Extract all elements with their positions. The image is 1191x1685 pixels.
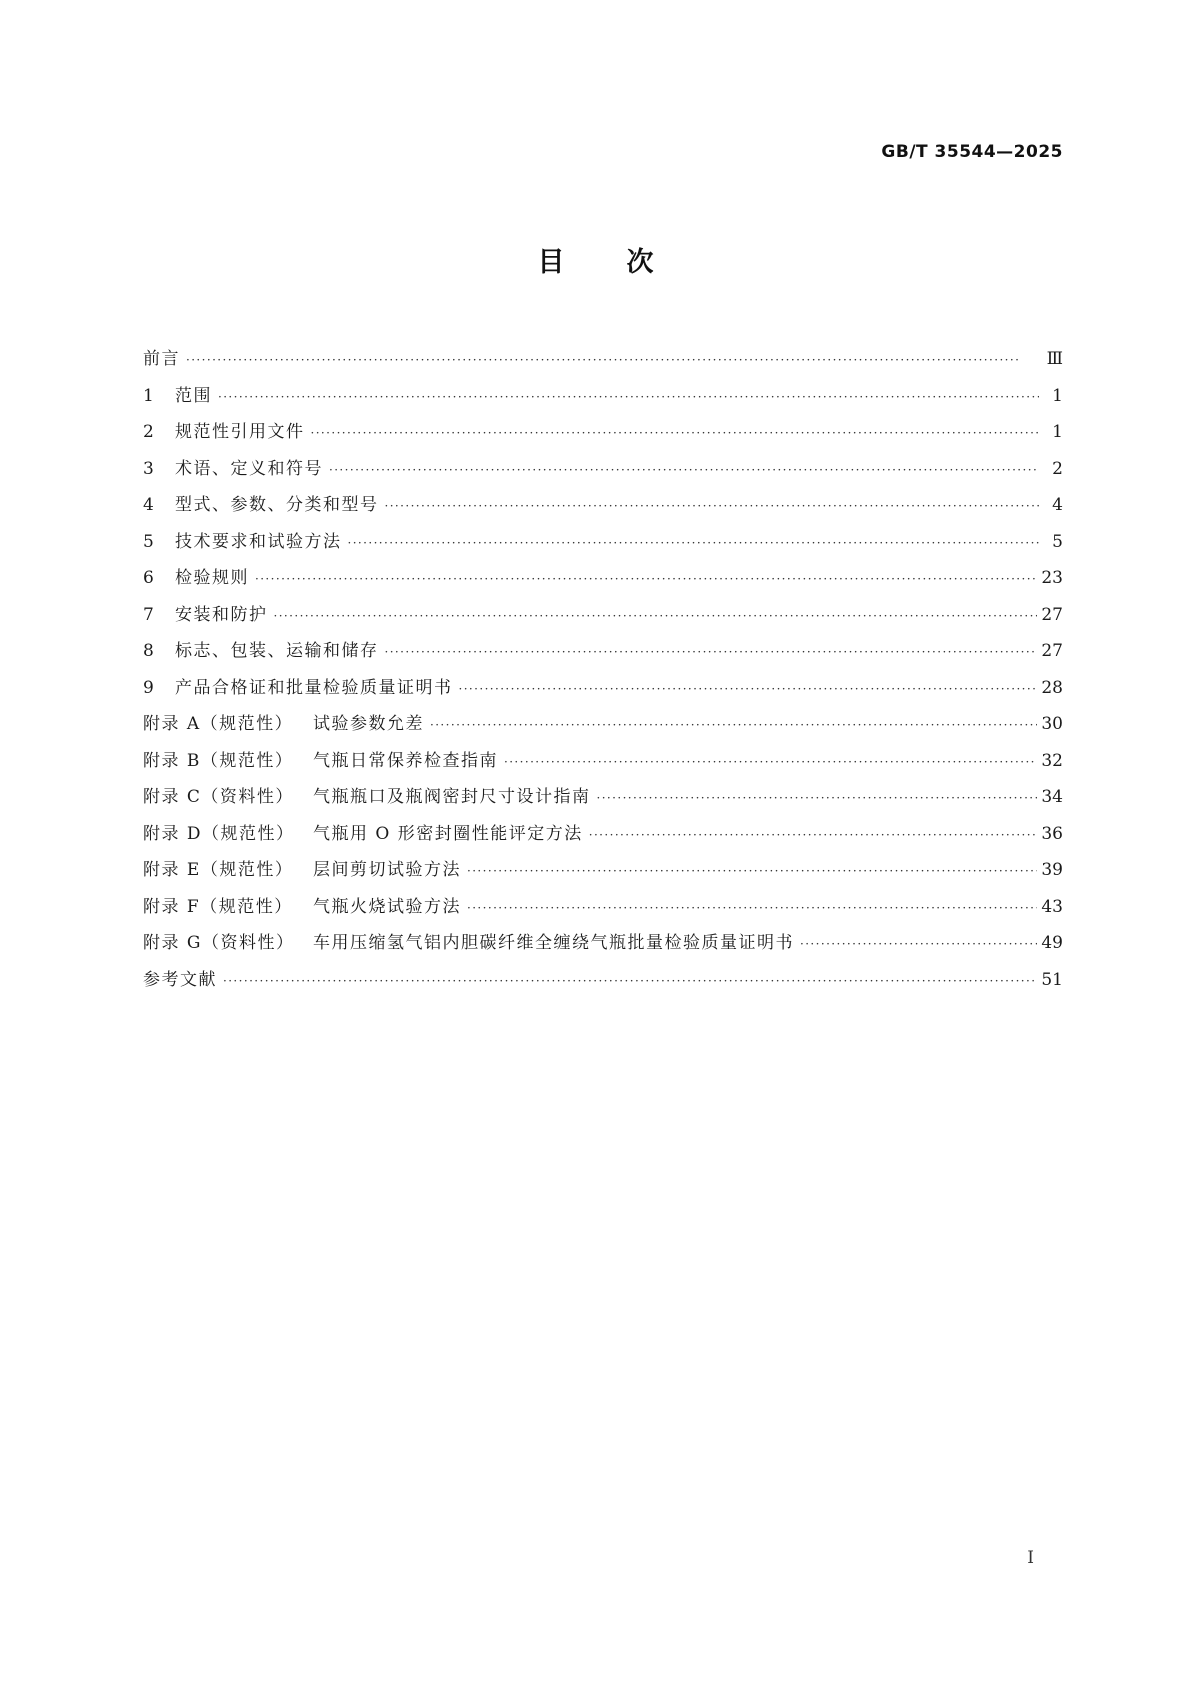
toc-entry-title: 气瓶日常保养检查指南 bbox=[313, 750, 498, 771]
toc-entry-appendix-a[interactable] bbox=[143, 706, 1063, 743]
toc-page-number: 39 bbox=[1041, 860, 1063, 880]
toc-page-number: 1 bbox=[1052, 385, 1063, 406]
toc-entry-appendix-f[interactable] bbox=[143, 889, 1063, 926]
toc-entry-appendix-d[interactable] bbox=[143, 816, 1063, 853]
toc-leader-dots bbox=[467, 890, 1037, 927]
toc-leader-dots bbox=[274, 598, 1038, 635]
toc-appendix-label: 附录 F（规范性） bbox=[143, 896, 293, 917]
toc-entry-title: 安装和防护 bbox=[175, 604, 268, 625]
toc-entry-appendix-g[interactable] bbox=[143, 925, 1063, 962]
toc-leader-dots bbox=[186, 342, 1039, 379]
toc-page-number: 28 bbox=[1041, 677, 1063, 698]
toc-leader-dots bbox=[467, 853, 1037, 890]
toc-leader-dots bbox=[589, 817, 1038, 854]
toc-page-number: 4 bbox=[1052, 495, 1063, 515]
toc-leader-dots bbox=[597, 780, 1038, 817]
toc-entry-title: 范围 bbox=[175, 385, 212, 406]
table-of-contents bbox=[143, 341, 1063, 998]
toc-section-number: 1 bbox=[143, 385, 154, 406]
toc-page-number: 23 bbox=[1041, 568, 1063, 588]
toc-leader-dots bbox=[218, 379, 1039, 416]
toc-entry-appendix-c[interactable] bbox=[143, 779, 1063, 816]
toc-entry-title: 技术要求和试验方法 bbox=[175, 531, 342, 552]
toc-page-number: 43 bbox=[1041, 896, 1063, 917]
toc-section-number: 6 bbox=[143, 568, 154, 588]
toc-entry-foreword[interactable] bbox=[143, 341, 1063, 378]
toc-entry-title: 规范性引用文件 bbox=[175, 422, 305, 442]
toc-entry-title: 气瓶用 O 形密封圈性能评定方法 bbox=[313, 823, 583, 844]
toc-leader-dots bbox=[800, 926, 1037, 963]
toc-entry-title: 型式、参数、分类和型号 bbox=[175, 495, 379, 515]
toc-entry-references[interactable] bbox=[143, 962, 1063, 999]
toc-page-number: 27 bbox=[1041, 641, 1063, 661]
toc-entry-title: 术语、定义和符号 bbox=[175, 458, 323, 479]
toc-leader-dots bbox=[311, 415, 1040, 452]
toc-entry-section-6[interactable] bbox=[143, 560, 1063, 597]
toc-leader-dots bbox=[255, 561, 1037, 598]
toc-appendix-label: 附录 B（规范性） bbox=[143, 750, 294, 771]
toc-appendix-label: 附录 D（规范性） bbox=[143, 823, 295, 844]
toc-leader-dots bbox=[504, 744, 1037, 781]
page-number: Ⅰ bbox=[1027, 1548, 1034, 1568]
toc-page-number: 30 bbox=[1041, 714, 1063, 734]
toc-entry-title: 产品合格证和批量检验质量证明书 bbox=[175, 677, 453, 698]
toc-entry-appendix-b[interactable] bbox=[143, 743, 1063, 780]
toc-section-number: 3 bbox=[143, 458, 154, 479]
toc-leader-dots bbox=[459, 671, 1038, 708]
toc-section-number: 4 bbox=[143, 495, 154, 515]
toc-entry-section-3[interactable] bbox=[143, 451, 1063, 488]
toc-entry-section-7[interactable] bbox=[143, 597, 1063, 634]
toc-entry-appendix-e[interactable] bbox=[143, 852, 1063, 889]
toc-appendix-label: 附录 C（资料性） bbox=[143, 787, 294, 807]
toc-page-number: 51 bbox=[1041, 969, 1063, 990]
toc-page-number: 27 bbox=[1041, 604, 1063, 625]
toc-entry-section-4[interactable] bbox=[143, 487, 1063, 524]
toc-entry-title: 车用压缩氢气铝内胆碳纤维全缠绕气瓶批量检验质量证明书 bbox=[313, 933, 794, 953]
toc-leader-dots bbox=[223, 963, 1037, 1000]
toc-section-number: 9 bbox=[143, 677, 154, 698]
toc-page-number: 34 bbox=[1041, 787, 1063, 807]
toc-leader-dots bbox=[329, 452, 1039, 489]
standard-code: GB/T 35544—2025 bbox=[881, 142, 1063, 162]
toc-page-number: 1 bbox=[1052, 422, 1063, 442]
toc-entry-title: 层间剪切试验方法 bbox=[313, 860, 461, 880]
toc-entry-section-1[interactable] bbox=[143, 378, 1063, 415]
toc-entry-section-2[interactable] bbox=[143, 414, 1063, 451]
toc-section-number: 8 bbox=[143, 641, 154, 661]
toc-page-number: Ⅲ bbox=[1046, 349, 1063, 369]
toc-section-number: 7 bbox=[143, 604, 154, 625]
toc-leader-dots bbox=[385, 634, 1038, 671]
toc-entry-title: 气瓶火烧试验方法 bbox=[313, 896, 461, 917]
toc-entry-section-5[interactable] bbox=[143, 524, 1063, 561]
toc-section-number: 2 bbox=[143, 422, 154, 442]
toc-entry-title: 前言 bbox=[143, 349, 180, 369]
toc-entry-title: 检验规则 bbox=[175, 568, 249, 588]
toc-leader-dots bbox=[430, 707, 1037, 744]
toc-page-number: 2 bbox=[1052, 458, 1063, 479]
toc-page-number: 36 bbox=[1041, 823, 1063, 844]
toc-entry-title: 参考文献 bbox=[143, 969, 217, 990]
toc-entry-section-8[interactable] bbox=[143, 633, 1063, 670]
toc-appendix-label: 附录 E（规范性） bbox=[143, 860, 294, 880]
toc-appendix-label: 附录 G（资料性） bbox=[143, 933, 295, 953]
page-title: 目次 bbox=[537, 247, 716, 278]
toc-page-number: 5 bbox=[1052, 531, 1063, 552]
toc-entry-title: 气瓶瓶口及瓶阀密封尺寸设计指南 bbox=[313, 787, 591, 807]
toc-entry-title: 标志、包装、运输和储存 bbox=[175, 641, 379, 661]
toc-entry-title: 试验参数允差 bbox=[313, 714, 424, 734]
toc-page-number: 32 bbox=[1041, 750, 1063, 771]
toc-entry-section-9[interactable] bbox=[143, 670, 1063, 707]
toc-appendix-label: 附录 A（规范性） bbox=[143, 714, 294, 734]
toc-section-number: 5 bbox=[143, 531, 154, 552]
toc-leader-dots bbox=[348, 525, 1040, 562]
toc-leader-dots bbox=[385, 488, 1040, 525]
toc-page-number: 49 bbox=[1041, 933, 1063, 953]
